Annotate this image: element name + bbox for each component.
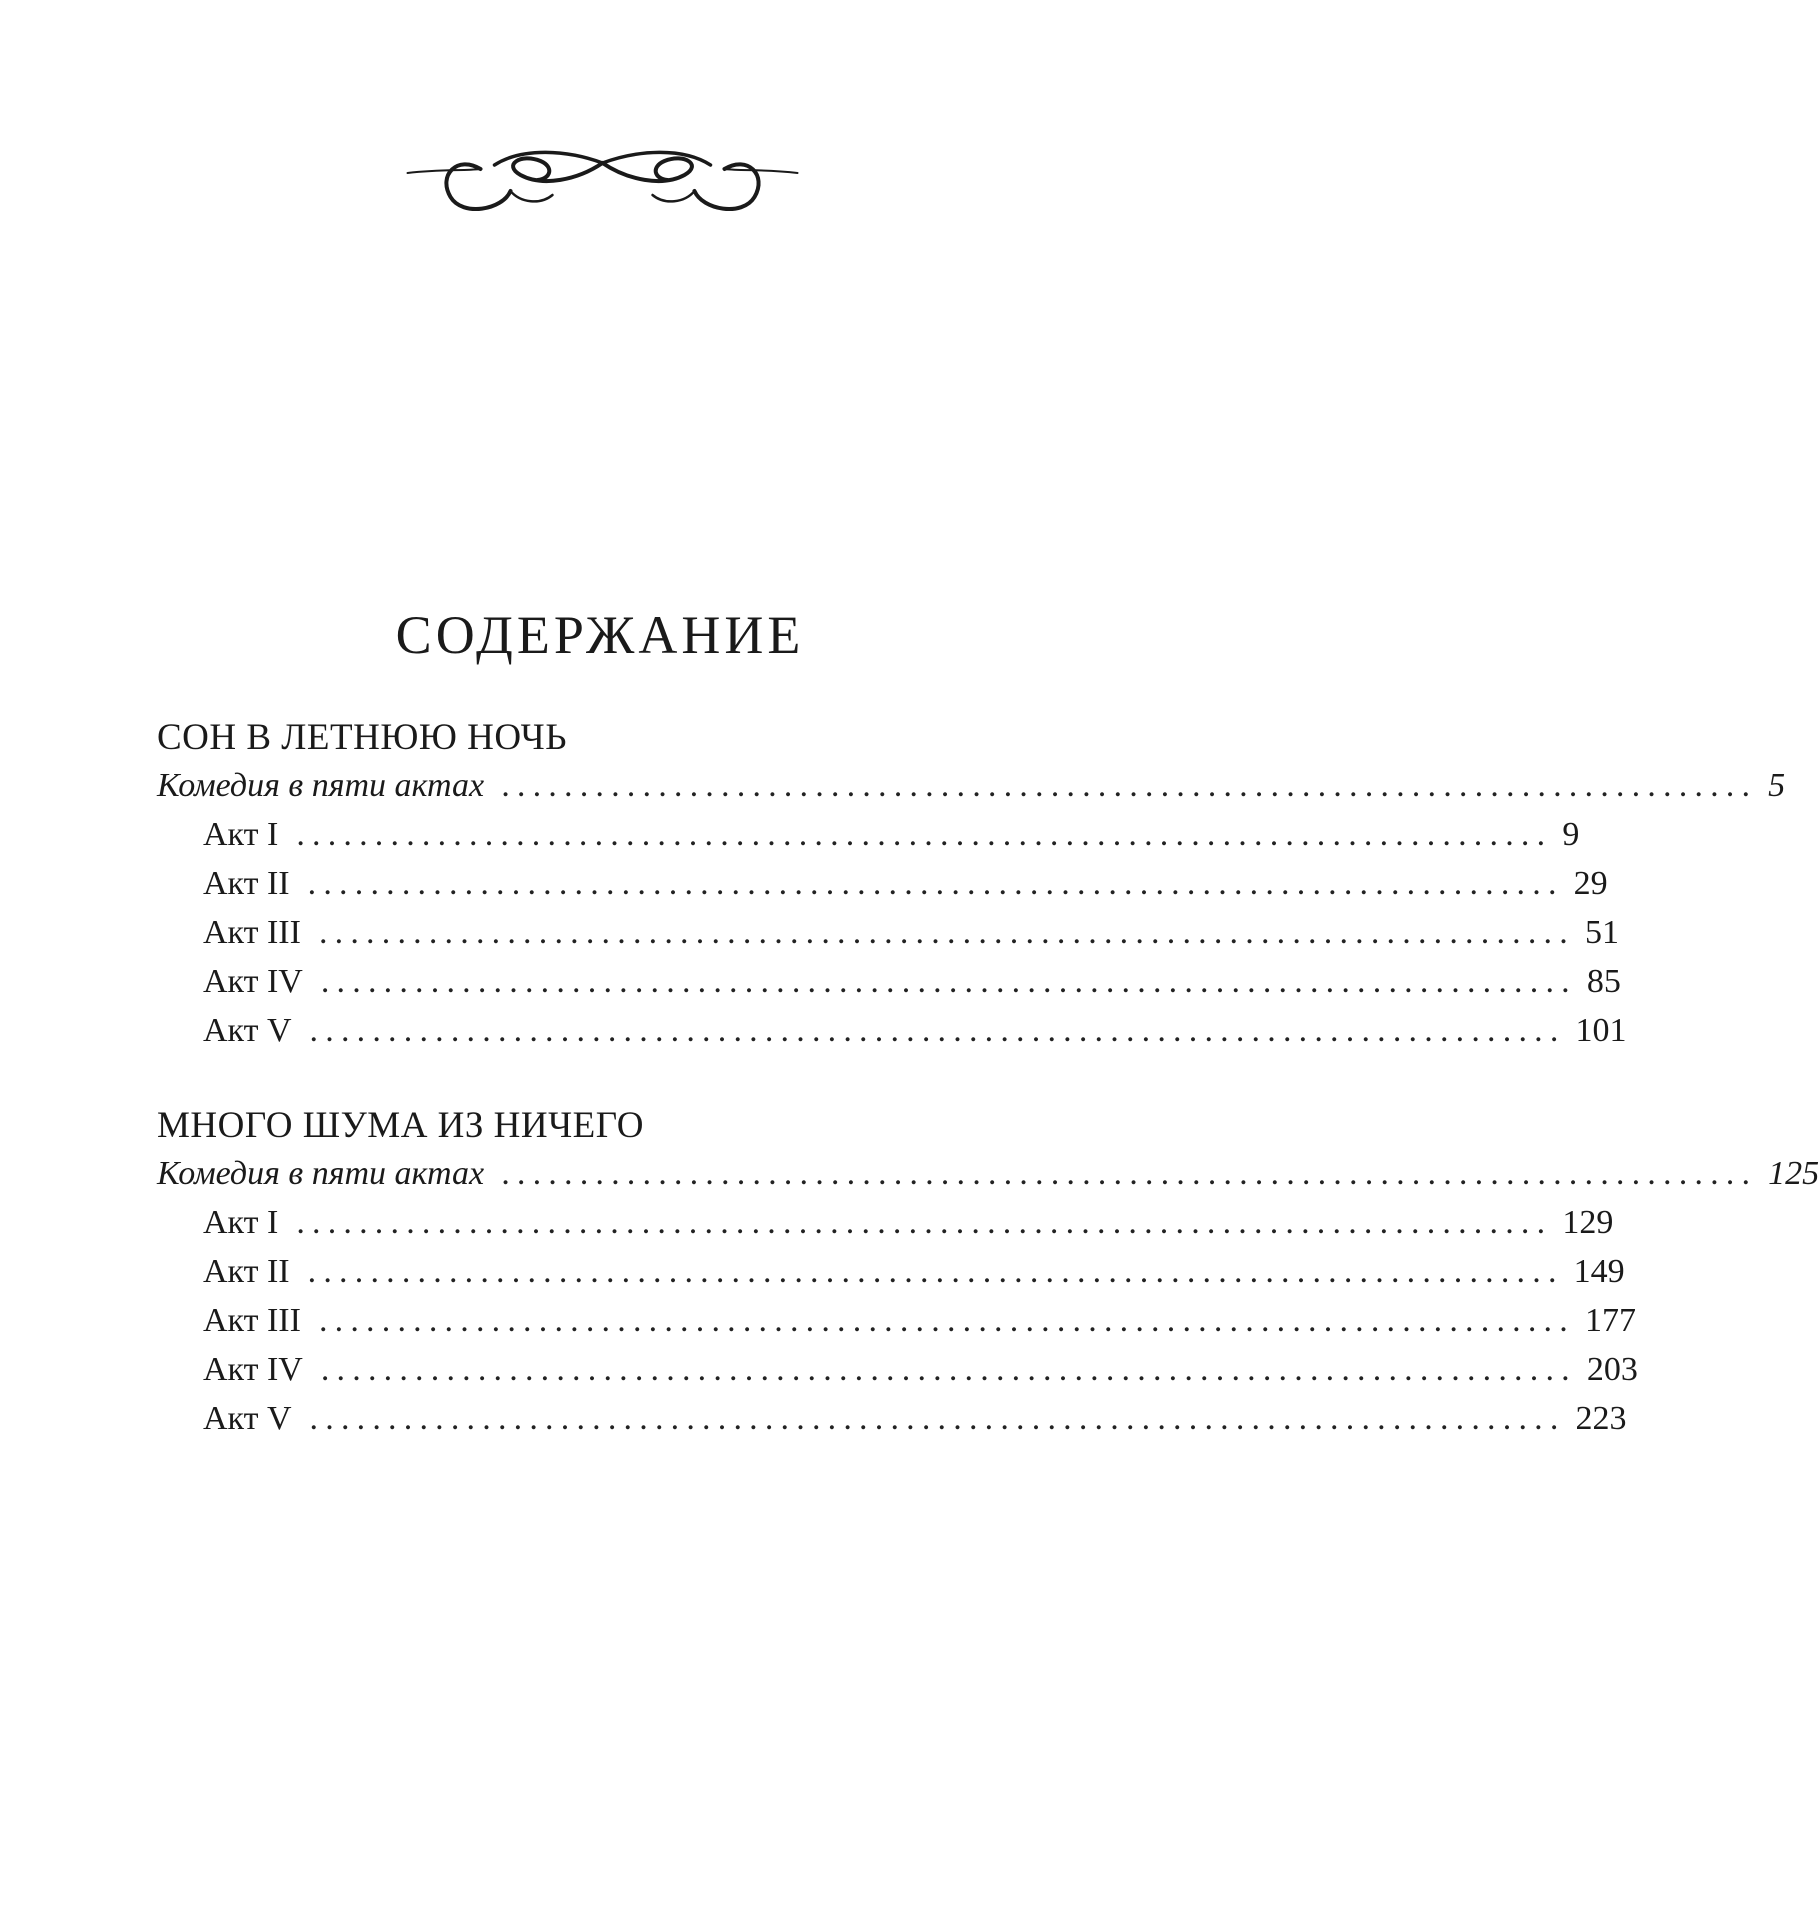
toc-entry-act[interactable] [157,1394,1627,1443]
entry-label: Акт II [203,865,290,902]
toc-section [157,715,1786,1055]
entry-label: Акт V [203,1400,292,1437]
page-number: 203 [1586,1351,1638,1388]
dot-leader: ................................................................................ [320,1351,1577,1388]
page-number: 85 [1586,963,1621,1000]
page-number: 5 [1768,767,1786,804]
entry-label: Акт V [203,1012,292,1049]
toc-entry-subtitle[interactable] [157,761,1786,810]
entry-label: Акт III [203,1302,301,1339]
dot-leader: ................................................................................ [309,1400,1566,1437]
dot-leader: ................................................................................ [502,1155,1759,1192]
toc-entry-act[interactable] [157,1247,1625,1296]
entry-label: Акт IV [203,963,303,1000]
dot-leader: ................................................................................ [318,1302,1575,1339]
page-number: 129 [1562,1204,1614,1241]
entry-label: Комедия в пяти актах [157,1155,485,1192]
dot-leader: ................................................................................ [502,767,1759,804]
page-number: 177 [1584,1302,1636,1339]
entry-label: Акт I [203,816,279,853]
page-number: 101 [1575,1012,1627,1049]
toc-entry-act[interactable] [157,1345,1638,1394]
dot-leader: ................................................................................ [307,865,1564,902]
toc-entry-act[interactable] [157,810,1580,859]
dot-leader: ................................................................................ [296,816,1553,853]
page-number: 223 [1575,1400,1627,1437]
dot-leader: ................................................................................ [318,914,1575,951]
toc-entry-act[interactable] [157,859,1608,908]
play-title: МНОГО ШУМА ИЗ НИЧЕГО [157,1105,644,1146]
dot-leader: ................................................................................ [309,1012,1566,1049]
flourish-ornament-icon [400,125,805,235]
toc-entry-act[interactable] [157,908,1619,957]
toc-section [157,1103,1819,1443]
toc-entry-act[interactable] [157,1198,1614,1247]
dot-leader: ................................................................................ [307,1253,1564,1290]
page-number: 149 [1573,1253,1625,1290]
entry-label: Акт III [203,914,301,951]
toc-entry-act[interactable] [157,1006,1627,1055]
entry-label: Акт I [203,1204,279,1241]
entry-label: Комедия в пяти актах [157,767,485,804]
entry-label: Акт II [203,1253,290,1290]
toc-entry-subtitle[interactable] [157,1149,1819,1198]
page-number: 125 [1768,1155,1819,1192]
play-title: СОН В ЛЕТНЮЮ НОЧЬ [157,717,567,758]
page-title: СОДЕРЖАНИЕ [395,605,805,665]
page-number: 9 [1562,816,1580,853]
page-number: 51 [1584,914,1619,951]
toc-entry-act[interactable] [157,957,1621,1006]
entry-label: Акт IV [203,1351,303,1388]
dot-leader: ................................................................................ [296,1204,1553,1241]
dot-leader: ................................................................................ [320,963,1577,1000]
toc-entry-act[interactable] [157,1296,1636,1345]
page-number: 29 [1573,865,1608,902]
